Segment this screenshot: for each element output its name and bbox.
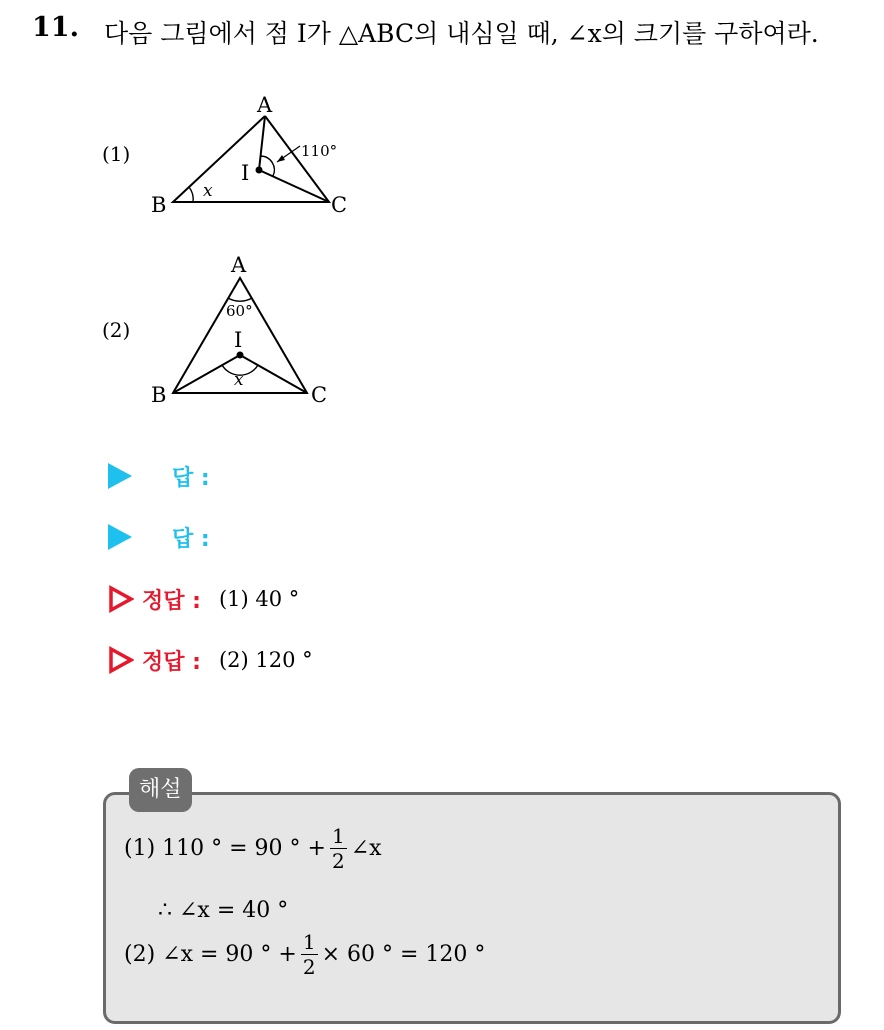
solution-line-2-text: ∴ ∠x = 40 ° — [158, 898, 289, 923]
solution-tab: 해설 — [129, 768, 192, 812]
fraction-denominator: 2 — [331, 849, 345, 873]
figure-1-angle-given: 110° — [301, 142, 338, 160]
figure-1-vertex-b: B — [151, 193, 167, 217]
solution-line-3 — [124, 932, 485, 977]
question-number: 11. — [32, 12, 79, 43]
solution-line-3-suffix: × 60 ° = 120 ° — [321, 942, 486, 967]
figure-1-vertex-a: A — [257, 93, 273, 117]
outline-triangle-icon — [108, 646, 134, 674]
answer-label: 답 : — [172, 526, 210, 552]
figure-2-vertex-a: A — [231, 253, 247, 277]
solution-line-2 — [158, 898, 288, 923]
fraction — [330, 826, 347, 871]
figure-1-vertex-c: C — [331, 193, 348, 217]
correct-answer-value: (2) 120 ° — [218, 648, 313, 672]
correct-answer-label: 정답 : — [142, 588, 201, 614]
play-triangle-icon — [108, 524, 132, 550]
solution-line-1-suffix: ∠x — [350, 836, 382, 861]
figure-1-incenter: I — [241, 161, 250, 185]
figure-2-vertex-b: B — [151, 383, 167, 407]
correct-answer-row-1 — [108, 579, 299, 619]
question-text: 다음 그림에서 점 I가 △ABC의 내심일 때, ∠x의 크기를 구하여라. — [104, 19, 819, 48]
fraction-numerator: 1 — [302, 930, 316, 954]
play-triangle-icon — [108, 463, 132, 489]
figure-2-vertex-c: C — [311, 383, 328, 407]
figure-1-label: (1) — [102, 142, 131, 166]
answer-label: 답 : — [172, 465, 210, 491]
figure-2-triangle — [145, 250, 370, 410]
fraction — [301, 932, 318, 977]
correct-answer-value: (1) 40 ° — [218, 587, 300, 611]
solution-line-3-prefix: (2) ∠x = 90 ° + — [124, 942, 297, 967]
solution-line-1 — [124, 826, 382, 871]
figure-2-angle-unknown: x — [234, 370, 244, 390]
fraction-denominator: 2 — [302, 955, 316, 979]
answer-row-1[interactable] — [108, 456, 210, 496]
answer-row-2[interactable] — [108, 517, 210, 557]
figure-1-angle-unknown: x — [203, 181, 213, 201]
correct-answer-label: 정답 : — [142, 649, 201, 675]
outline-triangle-icon — [108, 585, 134, 613]
correct-answer-row-2 — [108, 640, 313, 680]
figure-1-triangle — [145, 88, 370, 223]
solution-line-1-prefix: (1) 110 ° = 90 ° + — [124, 836, 326, 861]
figure-2-angle-given: 60° — [226, 302, 253, 320]
figure-2-incenter: I — [234, 328, 243, 352]
fraction-numerator: 1 — [331, 824, 345, 848]
figure-2-label: (2) — [102, 318, 131, 342]
